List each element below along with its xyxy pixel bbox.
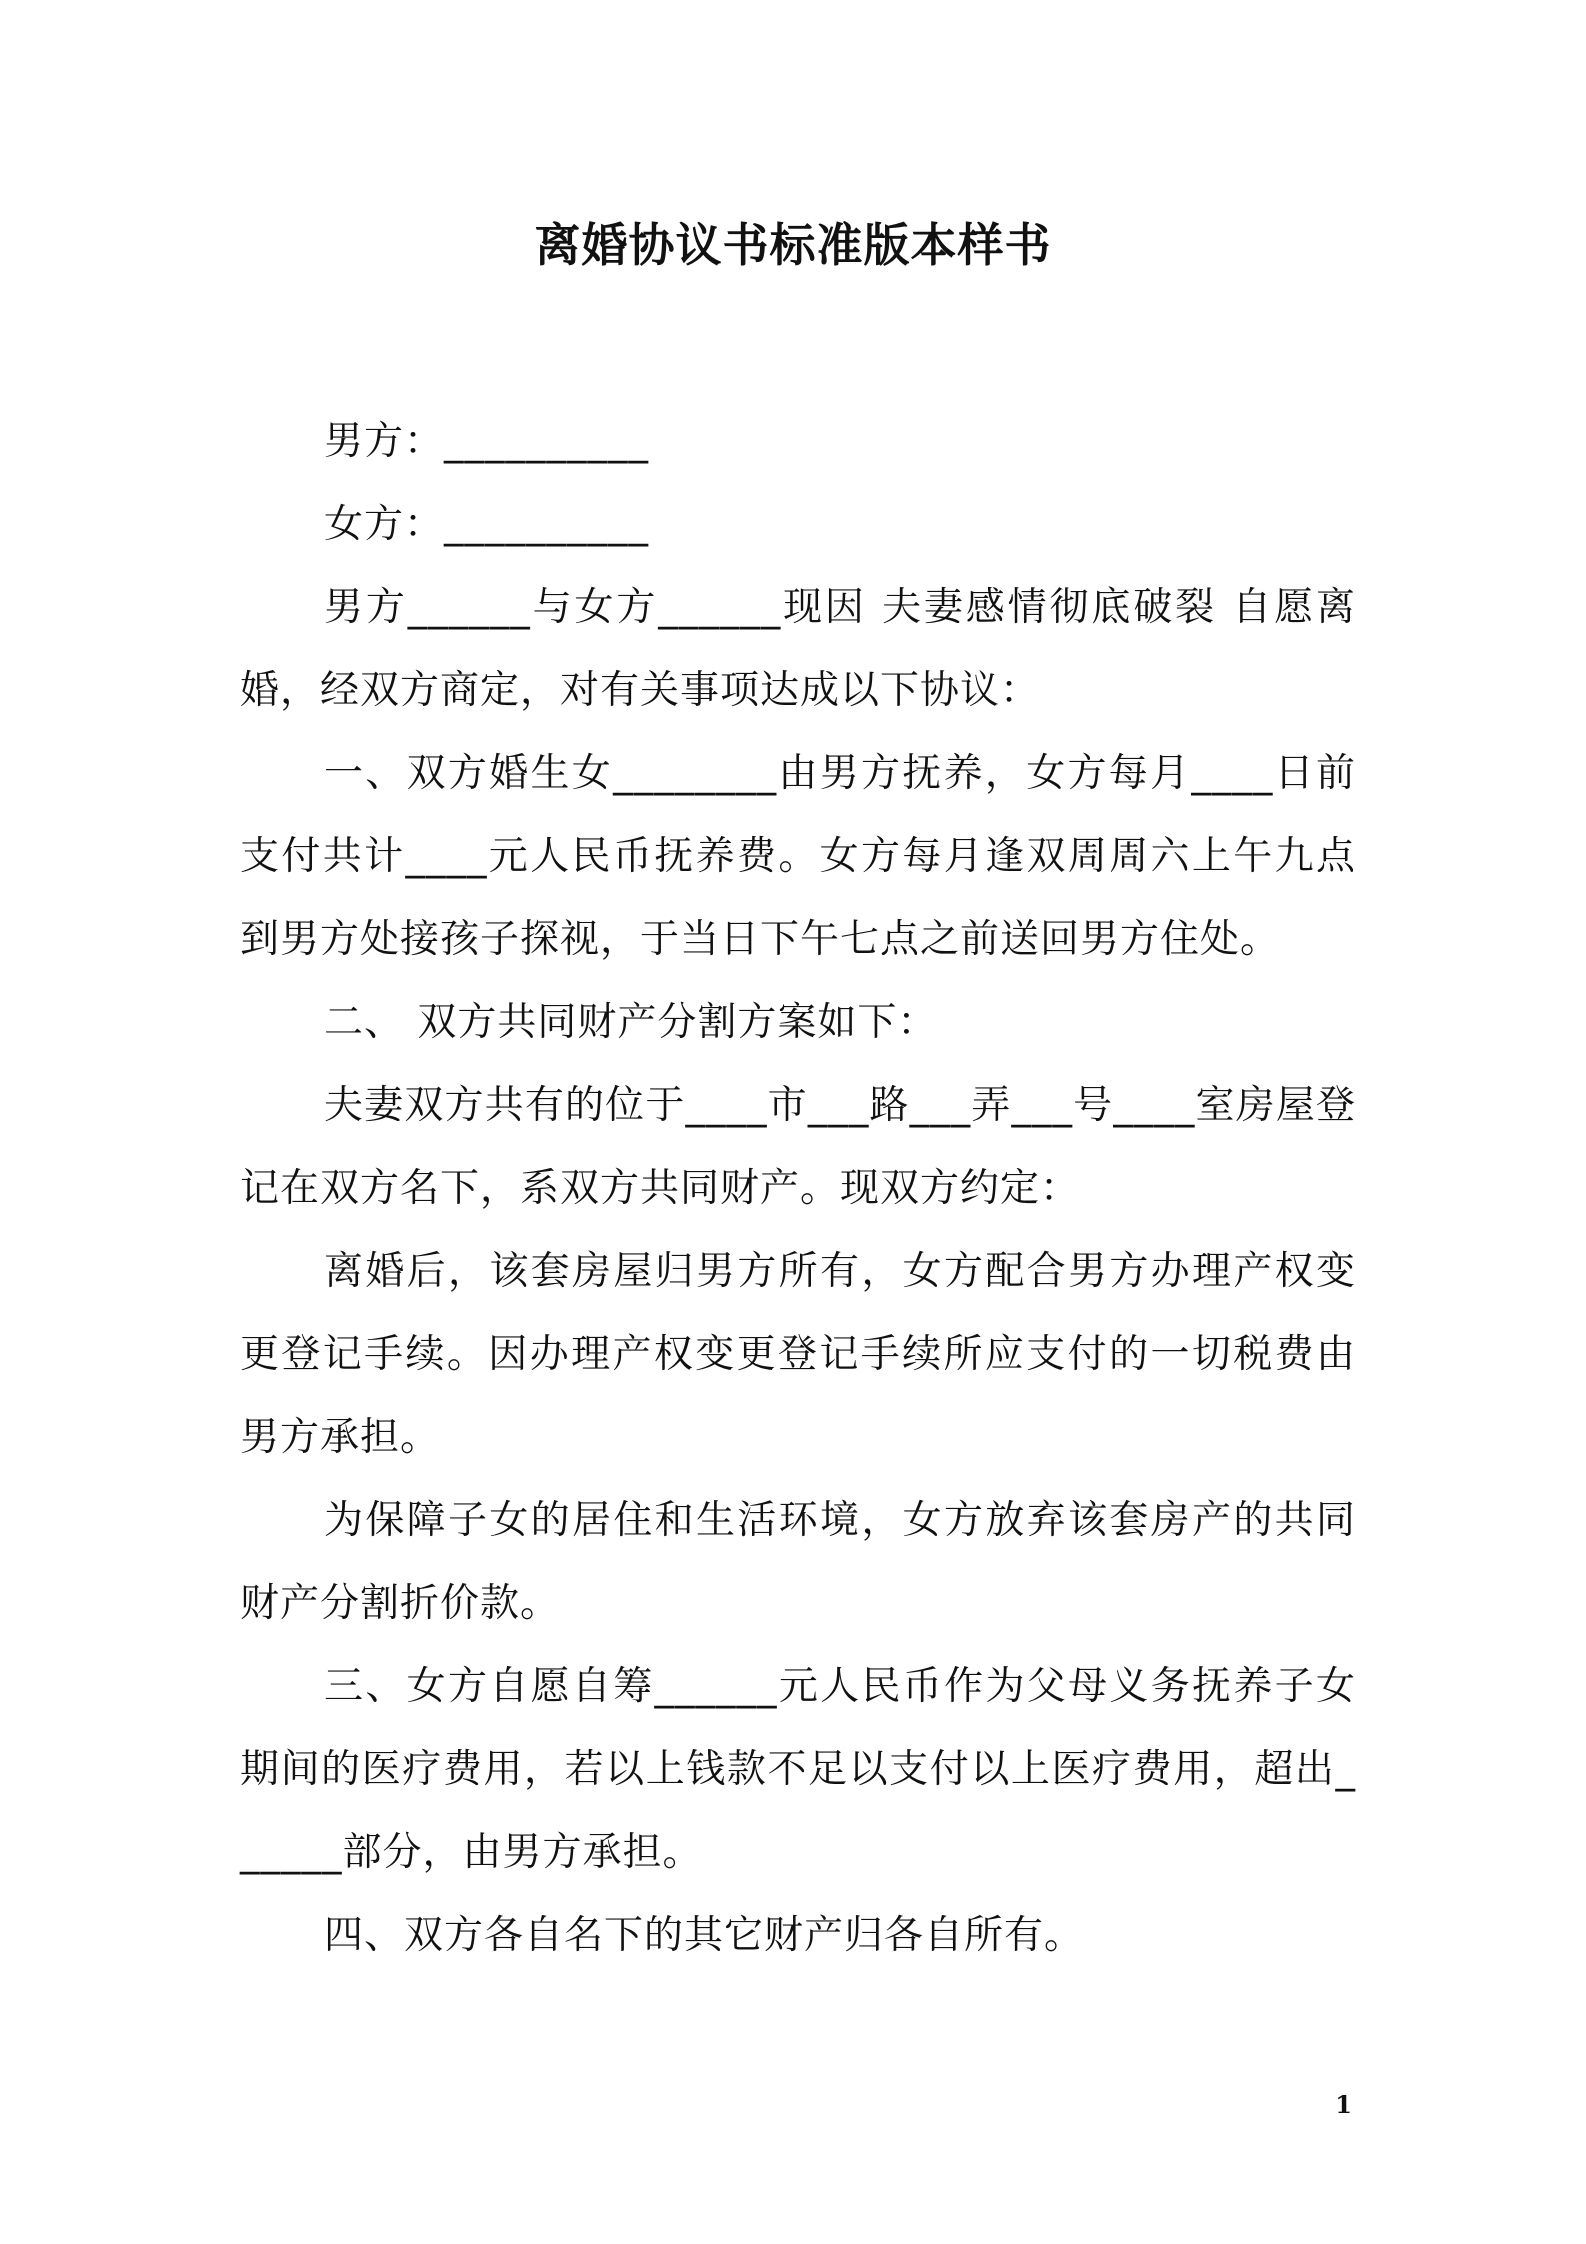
paragraph-clause-2-heading: 二、 双方共同财产分割方案如下： [324, 1000, 938, 1045]
paragraph-house-ownership: 离婚后，该套房屋归男方所有，女方配合男方办理产权变更登记手续。因办理产权变更登记手续所应支付的一切税费由男方承担。 [240, 1249, 1356, 1460]
paragraph-male-party: 男方：__________ [324, 419, 650, 464]
paragraph-female-party: 女方：__________ [324, 502, 650, 547]
paragraph-clause-1: 一、双方婚生女________由男方抚养，女方每月____日前支付共计____元人民币抚养费。女方每月逢双周周六上午九点到男方处接孩子探视，于当日下午七点之前送回男方住处。 [240, 751, 1356, 962]
paragraph-clause-3: 三、女方自愿自筹______元人民币作为父母义务抚养子女期间的医疗费用，若以上钱款不足以支付以上医疗费用，超出______部分，由男方承担。 [240, 1664, 1356, 1875]
document-body [240, 400, 1356, 1977]
paragraph-waiver: 为保障子女的居住和生活环境，女方放弃该套房产的共同财产分割折价款。 [240, 1498, 1356, 1626]
paragraph-intro: 男方______与女方______现因 夫妻感情彻底破裂 自愿离婚，经双方商定，对有关事项达成以下协议： [240, 585, 1356, 713]
paragraph-clause-4: 四、双方各自名下的其它财产归各自所有。 [324, 1913, 1085, 1958]
document-title: 离婚协议书标准版本样书 [534, 218, 1052, 272]
paragraph-property: 夫妻双方共有的位于____市___路___弄___号____室房屋登记在双方名下，系双方共同财产。现双方约定： [240, 1083, 1356, 1211]
page-number: 1 [1335, 2090, 1352, 2119]
